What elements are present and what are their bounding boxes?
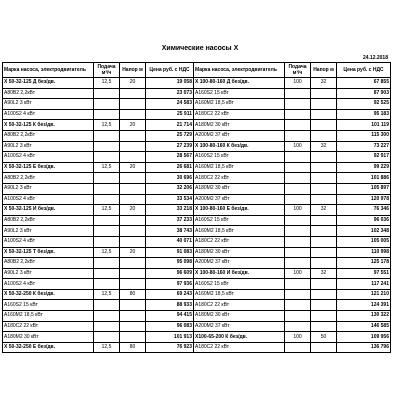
right-name-cell: А160S2 15 кВт [194,215,285,226]
right-name-cell: Х 100-80-160 И без/дв. [194,268,285,279]
left-price-cell: 37 233 [146,215,194,226]
left-price-cell: 23 073 [146,88,194,99]
right-price-cell: 124 391 [337,300,391,311]
left-name-cell: А180М2 30 кВт [3,332,94,343]
left-head-cell [120,332,146,343]
left-price-cell: 88 933 [146,300,194,311]
right-name-cell: А180С2 22 кВт [194,173,285,184]
right-head-cell [311,183,337,194]
left-name-cell: Х 50-32-125 Е без/дв. [3,162,94,173]
right-name-cell: Х 100-80-160 Д без/дв. [194,78,285,89]
left-head-cell [120,88,146,99]
right-flow-cell [285,173,311,184]
right-price-cell: 102 348 [337,226,391,237]
left-flow-cell [94,311,120,322]
right-price-cell: 96 036 [337,215,391,226]
right-name-cell: А180С2 22 кВт [194,342,285,353]
right-head-cell [311,109,337,120]
table-row [3,268,391,279]
left-flow-cell [94,258,120,269]
left-head-cell [120,183,146,194]
header-price-right: Цена руб. с НДС [337,63,391,78]
right-name-cell: А180С2 22 кВт [194,109,285,120]
right-price-cell: 105 005 [337,236,391,247]
left-price-cell: 94 415 [146,311,194,322]
right-name-cell: А200М2 37 кВт [194,130,285,141]
left-flow-cell: 12,5 [94,247,120,258]
right-flow-cell [285,194,311,205]
header-flow-left: Подача м³/ч [94,63,120,78]
left-name-cell: А80В2 2,2кВт [3,130,94,141]
left-head-cell [120,268,146,279]
left-flow-cell [94,332,120,343]
right-price-cell: 115 300 [337,130,391,141]
right-name-cell: А160S2 15 кВт [194,88,285,99]
left-name-cell: А160S2 15 кВт [3,300,94,311]
right-flow-cell [285,321,311,332]
right-price-cell: 120 978 [337,194,391,205]
right-name-cell: А200М2 37 кВт [194,258,285,269]
table-row [3,321,391,332]
right-price-cell: 121 210 [337,289,391,300]
right-name-cell: А180М2 30 кВт [194,247,285,258]
right-name-cell: А160S2 15 кВт [194,152,285,163]
left-flow-cell [94,88,120,99]
right-head-cell [311,88,337,99]
right-price-cell: 95 183 [337,109,391,120]
left-price-cell: 25 729 [146,130,194,141]
right-head-cell [311,247,337,258]
table-body [3,78,391,353]
left-head-cell: 20 [120,78,146,89]
right-flow-cell: 100 [285,205,311,216]
right-price-cell: 130 322 [337,311,391,322]
left-name-cell: А80В2 2,2кВт [3,173,94,184]
left-name-cell: А100S2 4 кВт [3,194,94,205]
table-row [3,332,391,343]
right-flow-cell [285,300,311,311]
right-flow-cell [285,215,311,226]
left-flow-cell: 12,5 [94,205,120,216]
left-head-cell [120,152,146,163]
left-head-cell [120,300,146,311]
left-flow-cell [94,152,120,163]
right-flow-cell [285,183,311,194]
right-flow-cell [285,109,311,120]
right-price-cell: 99 229 [337,162,391,173]
right-head-cell [311,279,337,290]
left-flow-cell [94,268,120,279]
header-name-left: Марка насоса, электродвигатель [3,63,94,78]
left-flow-cell: 12,5 [94,162,120,173]
right-name-cell: А180М2 30 кВт [194,183,285,194]
right-price-cell: 109 956 [337,332,391,343]
right-flow-cell [285,226,311,237]
left-name-cell: А90L2 3 кВт [3,226,94,237]
right-head-cell [311,130,337,141]
left-head-cell [120,109,146,120]
left-flow-cell [94,99,120,110]
left-name-cell: А90L2 3 кВт [3,141,94,152]
left-head-cell [120,279,146,290]
right-flow-cell [285,311,311,322]
right-name-cell: А180М2 30 кВт [194,311,285,322]
left-price-cell: 76 923 [146,342,194,353]
right-flow-cell [285,152,311,163]
table-row [3,152,391,163]
left-name-cell: А100S2 4 кВт [3,279,94,290]
right-head-cell [311,300,337,311]
header-head-left: Напор м [120,63,146,78]
left-price-cell: 69 243 [146,289,194,300]
right-head-cell [311,289,337,300]
table-row [3,194,391,205]
right-name-cell: А160М2 18,5 кВт [194,162,285,173]
right-name-cell: Х100-65-200 К без/дв. [194,332,285,343]
header-flow-right: Подача м³/ч [285,63,311,78]
left-flow-cell [94,215,120,226]
right-price-cell: 97 551 [337,268,391,279]
right-head-cell [311,321,337,332]
left-flow-cell [94,109,120,120]
table-row [3,109,391,120]
left-name-cell: А80В2 2,2кВт [3,88,94,99]
left-name-cell: А160М2 18,5 кВт [3,311,94,322]
left-name-cell: А100S2 4 кВт [3,236,94,247]
left-flow-cell [94,130,120,141]
left-flow-cell: 12,5 [94,78,120,89]
left-name-cell: А90L2 3 кВт [3,99,94,110]
left-flow-cell: 12,5 [94,342,120,353]
left-price-cell: 96 083 [146,321,194,332]
left-name-cell: А180С2 22 кВт [3,321,94,332]
left-head-cell: 20 [120,205,146,216]
left-flow-cell [94,173,120,184]
table-row [3,247,391,258]
left-price-cell: 21 714 [146,120,194,131]
left-price-cell: 27 239 [146,141,194,152]
right-flow-cell [285,99,311,110]
right-name-cell: А160М2 18,5 кВт [194,99,285,110]
right-name-cell: А180С2 22 кВт [194,300,285,311]
table-row [3,311,391,322]
left-price-cell: 38 743 [146,226,194,237]
left-price-cell: 24 583 [146,99,194,110]
left-flow-cell [94,183,120,194]
table-row [3,162,391,173]
right-head-cell: 32 [311,78,337,89]
table-row [3,173,391,184]
left-head-cell [120,194,146,205]
left-price-cell: 101 913 [146,332,194,343]
right-flow-cell [285,289,311,300]
right-flow-cell [285,342,311,353]
right-price-cell: 101 886 [337,173,391,184]
left-head-cell: 80 [120,289,146,300]
left-flow-cell: 12,5 [94,289,120,300]
right-flow-cell: 100 [285,268,311,279]
right-head-cell: 32 [311,141,337,152]
left-name-cell: А80В2 2,2кВт [3,258,94,269]
table-row [3,205,391,216]
left-name-cell: Х 50-32-125 К без/дв. [3,120,94,131]
right-name-cell: А200М2 37 кВт [194,194,285,205]
table-row [3,289,391,300]
right-name-cell: Х 100-80-160 Е без/дв. [194,205,285,216]
left-head-cell [120,236,146,247]
right-head-cell [311,173,337,184]
right-price-cell: 87 903 [337,88,391,99]
left-flow-cell [94,236,120,247]
left-flow-cell: 12,5 [94,120,120,131]
right-head-cell [311,311,337,322]
right-name-cell: А180М2 30 кВт [194,120,285,131]
price-table [2,62,391,353]
right-flow-cell [285,120,311,131]
left-head-cell: 80 [120,342,146,353]
left-price-cell: 28 567 [146,152,194,163]
left-price-cell: 97 936 [146,279,194,290]
right-head-cell [311,342,337,353]
table-row [3,88,391,99]
right-name-cell: Х 100-80-160 К без/дв. [194,141,285,152]
left-name-cell: А100S2 4 кВт [3,152,94,163]
right-flow-cell [285,88,311,99]
document-title: Химические насосы Х [161,45,239,52]
left-head-cell: 20 [120,247,146,258]
left-price-cell: 33 534 [146,194,194,205]
table-row [3,78,391,89]
right-price-cell: 105 897 [337,183,391,194]
document-date: 24.12.2018 [362,55,388,61]
left-name-cell: Х 50-32-125 Д без/дв. [3,78,94,89]
table-row [3,342,391,353]
left-name-cell: А90L2 3 кВт [3,268,94,279]
left-flow-cell [94,141,120,152]
left-price-cell: 32 206 [146,183,194,194]
left-name-cell: А80В2 2,2кВт [3,215,94,226]
right-head-cell [311,120,337,131]
right-head-cell [311,194,337,205]
left-head-cell [120,311,146,322]
right-flow-cell [285,258,311,269]
left-head-cell [120,173,146,184]
left-flow-cell [94,226,120,237]
right-name-cell: А160М2 18,5 кВт [194,289,285,300]
right-flow-cell [285,279,311,290]
left-price-cell: 95 098 [146,258,194,269]
left-flow-cell [94,194,120,205]
right-price-cell: 125 178 [337,258,391,269]
right-flow-cell [285,236,311,247]
right-name-cell: А160М2 18,5 кВт [194,226,285,237]
right-head-cell: 32 [311,268,337,279]
right-head-cell [311,226,337,237]
right-price-cell: 136 796 [337,342,391,353]
right-flow-cell [285,162,311,173]
left-flow-cell [94,300,120,311]
right-price-cell: 67 855 [337,78,391,89]
table-row [3,236,391,247]
right-flow-cell [285,247,311,258]
right-head-cell [311,258,337,269]
left-name-cell: Х 50-32-250 Е без/дв. [3,342,94,353]
left-name-cell: Х 50-32-125 Т без/дв. [3,247,94,258]
right-head-cell [311,152,337,163]
right-head-cell [311,162,337,173]
right-head-cell [311,99,337,110]
right-price-cell: 117 241 [337,279,391,290]
table-row [3,120,391,131]
right-head-cell: 32 [311,205,337,216]
left-name-cell: А100S2 4 кВт [3,109,94,120]
table-row [3,215,391,226]
right-price-cell: 101 119 [337,120,391,131]
left-price-cell: 91 083 [146,247,194,258]
left-head-cell [120,226,146,237]
left-name-cell: А90L2 3 кВт [3,183,94,194]
right-name-cell: А160S2 15 кВт [194,279,285,290]
header-name-right: Марка насоса, электродвигатель [194,63,285,78]
left-head-cell: 20 [120,162,146,173]
right-price-cell: 73 227 [337,141,391,152]
table-row [3,300,391,311]
left-head-cell [120,215,146,226]
table-row [3,130,391,141]
header-head-right: Напор м [311,63,337,78]
table-row [3,99,391,110]
table-row [3,279,391,290]
right-price-cell: 92 917 [337,152,391,163]
right-flow-cell: 100 [285,332,311,343]
right-price-cell: 92 525 [337,99,391,110]
right-price-cell: 76 346 [337,205,391,216]
header-price-left: Цена руб. с НДС [146,63,194,78]
left-price-cell: 33 218 [146,205,194,216]
left-price-cell: 19 058 [146,78,194,89]
right-price-cell: 146 585 [337,321,391,332]
right-name-cell: А200М2 37 кВт [194,321,285,332]
right-head-cell: 50 [311,332,337,343]
left-name-cell: Х 50-32-125 И без/дв. [3,205,94,216]
left-price-cell: 40 071 [146,236,194,247]
left-price-cell: 30 696 [146,173,194,184]
right-head-cell [311,236,337,247]
left-price-cell: 25 911 [146,109,194,120]
left-price-cell: 26 681 [146,162,194,173]
left-flow-cell [94,279,120,290]
left-head-cell [120,258,146,269]
table-row [3,183,391,194]
right-name-cell: А180С2 22 кВт [194,236,285,247]
table-header-row [3,63,391,78]
table-row [3,141,391,152]
right-flow-cell: 100 [285,78,311,89]
table-row [3,226,391,237]
left-head-cell [120,321,146,332]
left-head-cell: 20 [120,120,146,131]
left-head-cell [120,130,146,141]
right-price-cell: 110 998 [337,247,391,258]
left-head-cell [120,141,146,152]
right-flow-cell: 100 [285,141,311,152]
table-row [3,258,391,269]
right-head-cell [311,215,337,226]
left-price-cell: 96 609 [146,268,194,279]
right-flow-cell [285,130,311,141]
left-flow-cell [94,321,120,332]
left-head-cell [120,99,146,110]
left-name-cell: Х 50-32-250 К без/дв. [3,289,94,300]
